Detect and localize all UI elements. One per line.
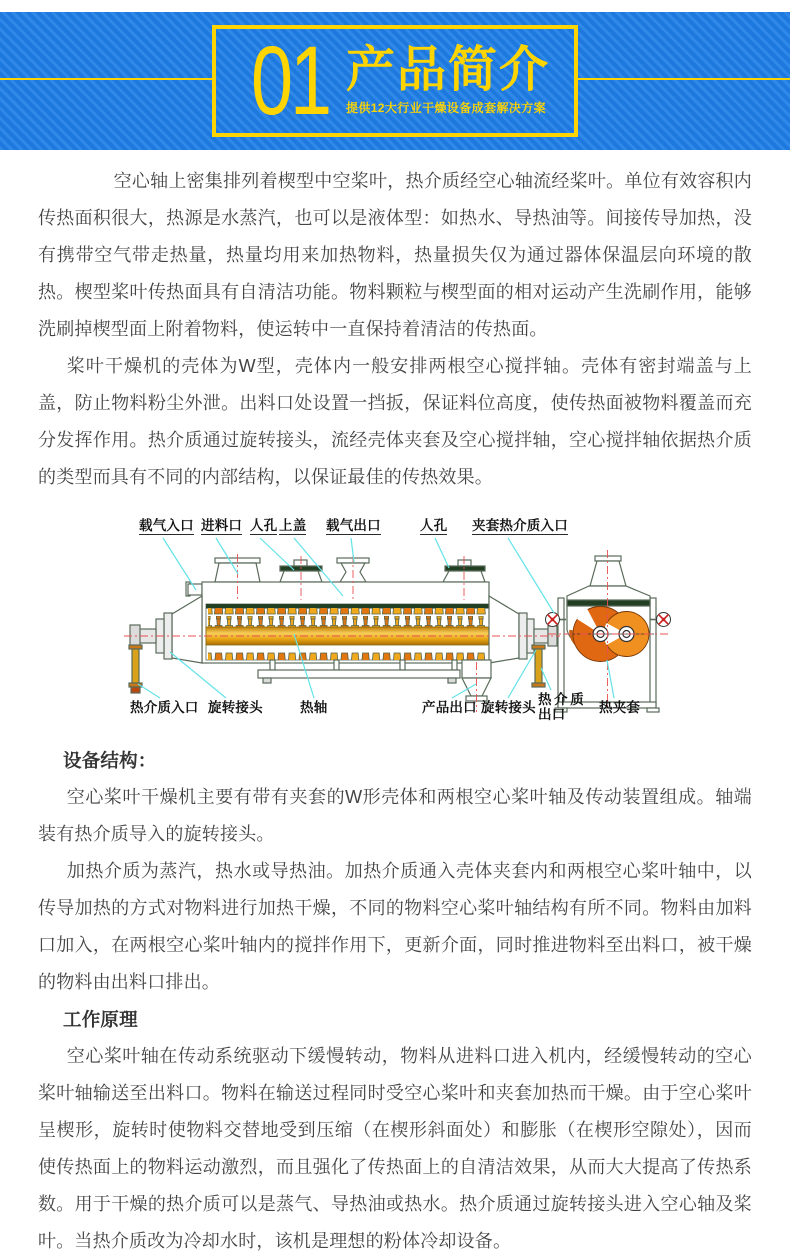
article-body (0, 150, 790, 1260)
banner-title-box (212, 25, 578, 137)
label-heat-medium-outlet: 热介质出口 (538, 692, 584, 722)
end-frame-left-leg (558, 598, 564, 706)
label-carrier-gas-outlet: 载气出口 (326, 518, 381, 533)
principle-heading: 工作原理 (63, 1009, 138, 1030)
banner-title-wrap (345, 43, 550, 116)
manhole-2-cover (445, 566, 485, 571)
end-view-top-funnel (590, 561, 626, 586)
dryer-diagram (108, 512, 700, 732)
banner-rule-right (578, 78, 790, 80)
side-view-drawing (129, 558, 557, 701)
section-title: 产品简介 (345, 43, 550, 98)
label-jacket-heat-medium-inlet: 夹套热介质入口 (472, 518, 568, 533)
end-frame-right-leg (650, 598, 656, 706)
intro-paragraph-1: 空心轴上密集排列着楔型中空桨叶，热介质经空心轴流经桨叶。单位有效容积内传热面积很大，热源是水蒸汽，也可以是液体型：如热水、导热油等。间接传导加热，没有携带空气带走热量，热量均用来加热物料，热量损失仅为通过器体保温层向环境的散热。楔型桨叶传热面具有自清洁功能。物料颗粒与楔型面的相对运动产生洗刷作用，能够洗刷掉楔型面上附着物料，使运转中一直保持着清洁的传热面。 (38, 171, 752, 339)
structure-paragraph-2: 加热介质为蒸汽，热水或导热油。加热介质通入壳体夹套内和两根空心桨叶轴中，以传导加热的方式对物料进行加热干燥，不同的物料空心桨叶轴结构有所不同。物料由加料口加入，在两根空心桨叶轴内的搅拌作用下，更新介面，同时推进物料至出料口，被干燥的物料由出料口排出。 (38, 861, 752, 992)
label-product-outlet: 产品出口 (422, 700, 477, 715)
label-top-cover: 上盖 (279, 518, 307, 533)
section-subtitle: 提供12大行业干燥设备成套解决方案 (345, 100, 547, 115)
label-feed-inlet: 进料口 (201, 518, 243, 533)
support-frame (258, 670, 460, 678)
heat-medium-outlet-pipe (535, 649, 542, 683)
label-manhole-1: 人孔 (250, 518, 278, 533)
intro-paragraph-2: 桨叶干燥机的壳体为W型，壳体内一般安排两根空心搅拌轴。壳体有密封端盖与上盖，防止物料粉尘外泄。出料口处设置一挡扳，保证料位高度，使传热面被物料覆盖而充分发挥作用。热介质通过旋转接头，流经壳体夹套及空心搅拌轴，空心搅拌轴依据热介质的类型而具有不同的内部结构，以保证最佳的传热效果。 (38, 356, 752, 487)
structure-paragraph-1: 空心桨叶干燥机主要有带有夹套的W形壳体和两根空心桨叶轴及传动装置组成。轴端装有热介质导入的旋转接头。 (38, 787, 752, 844)
label-rotary-joint-right: 旋转接头 (481, 700, 536, 715)
structure-heading: 设备结构： (63, 750, 157, 771)
label-rotary-joint-left: 旋转接头 (208, 700, 263, 715)
label-heat-medium-inlet: 热介质入口 (130, 700, 199, 715)
banner-rule-left (0, 78, 212, 80)
end-view-top-flange (595, 556, 621, 561)
section-number: 01 (251, 25, 329, 135)
principle-paragraph-1: 空心桨叶轴在传动系统驱动下缓慢转动，物料从进料口进入机内，经缓慢转动的空心桨叶轴输送至出料口。物料在输送过程同时受空心桨叶和夹套加热而干燥。由于空心桨叶呈楔形，旋转时使物料交替地受到压缩（在楔形斜面处）和膨胀（在楔形空隙处），因而使传热面上的物料运动激烈，而且强化了传热面上的自清洁效果，从而大大提高了传热系数。用于干燥的热介质可以是蒸气、导热油或热水。热介质通过旋转接头进入空心轴及桨叶。当热介质改为冷却水时，该机是理想的粉体冷却设备。 (38, 1046, 752, 1251)
dryer-diagram-drawing (108, 512, 700, 732)
end-view-top-bar (567, 600, 650, 606)
label-hot-shaft: 热轴 (300, 700, 328, 715)
label-manhole-2: 人孔 (420, 518, 448, 533)
label-carrier-gas-inlet: 载气入口 (139, 518, 194, 533)
heat-medium-inlet-pipe (132, 649, 139, 683)
label-heat-jacket: 热夹套 (599, 700, 641, 715)
section-banner (0, 12, 790, 150)
